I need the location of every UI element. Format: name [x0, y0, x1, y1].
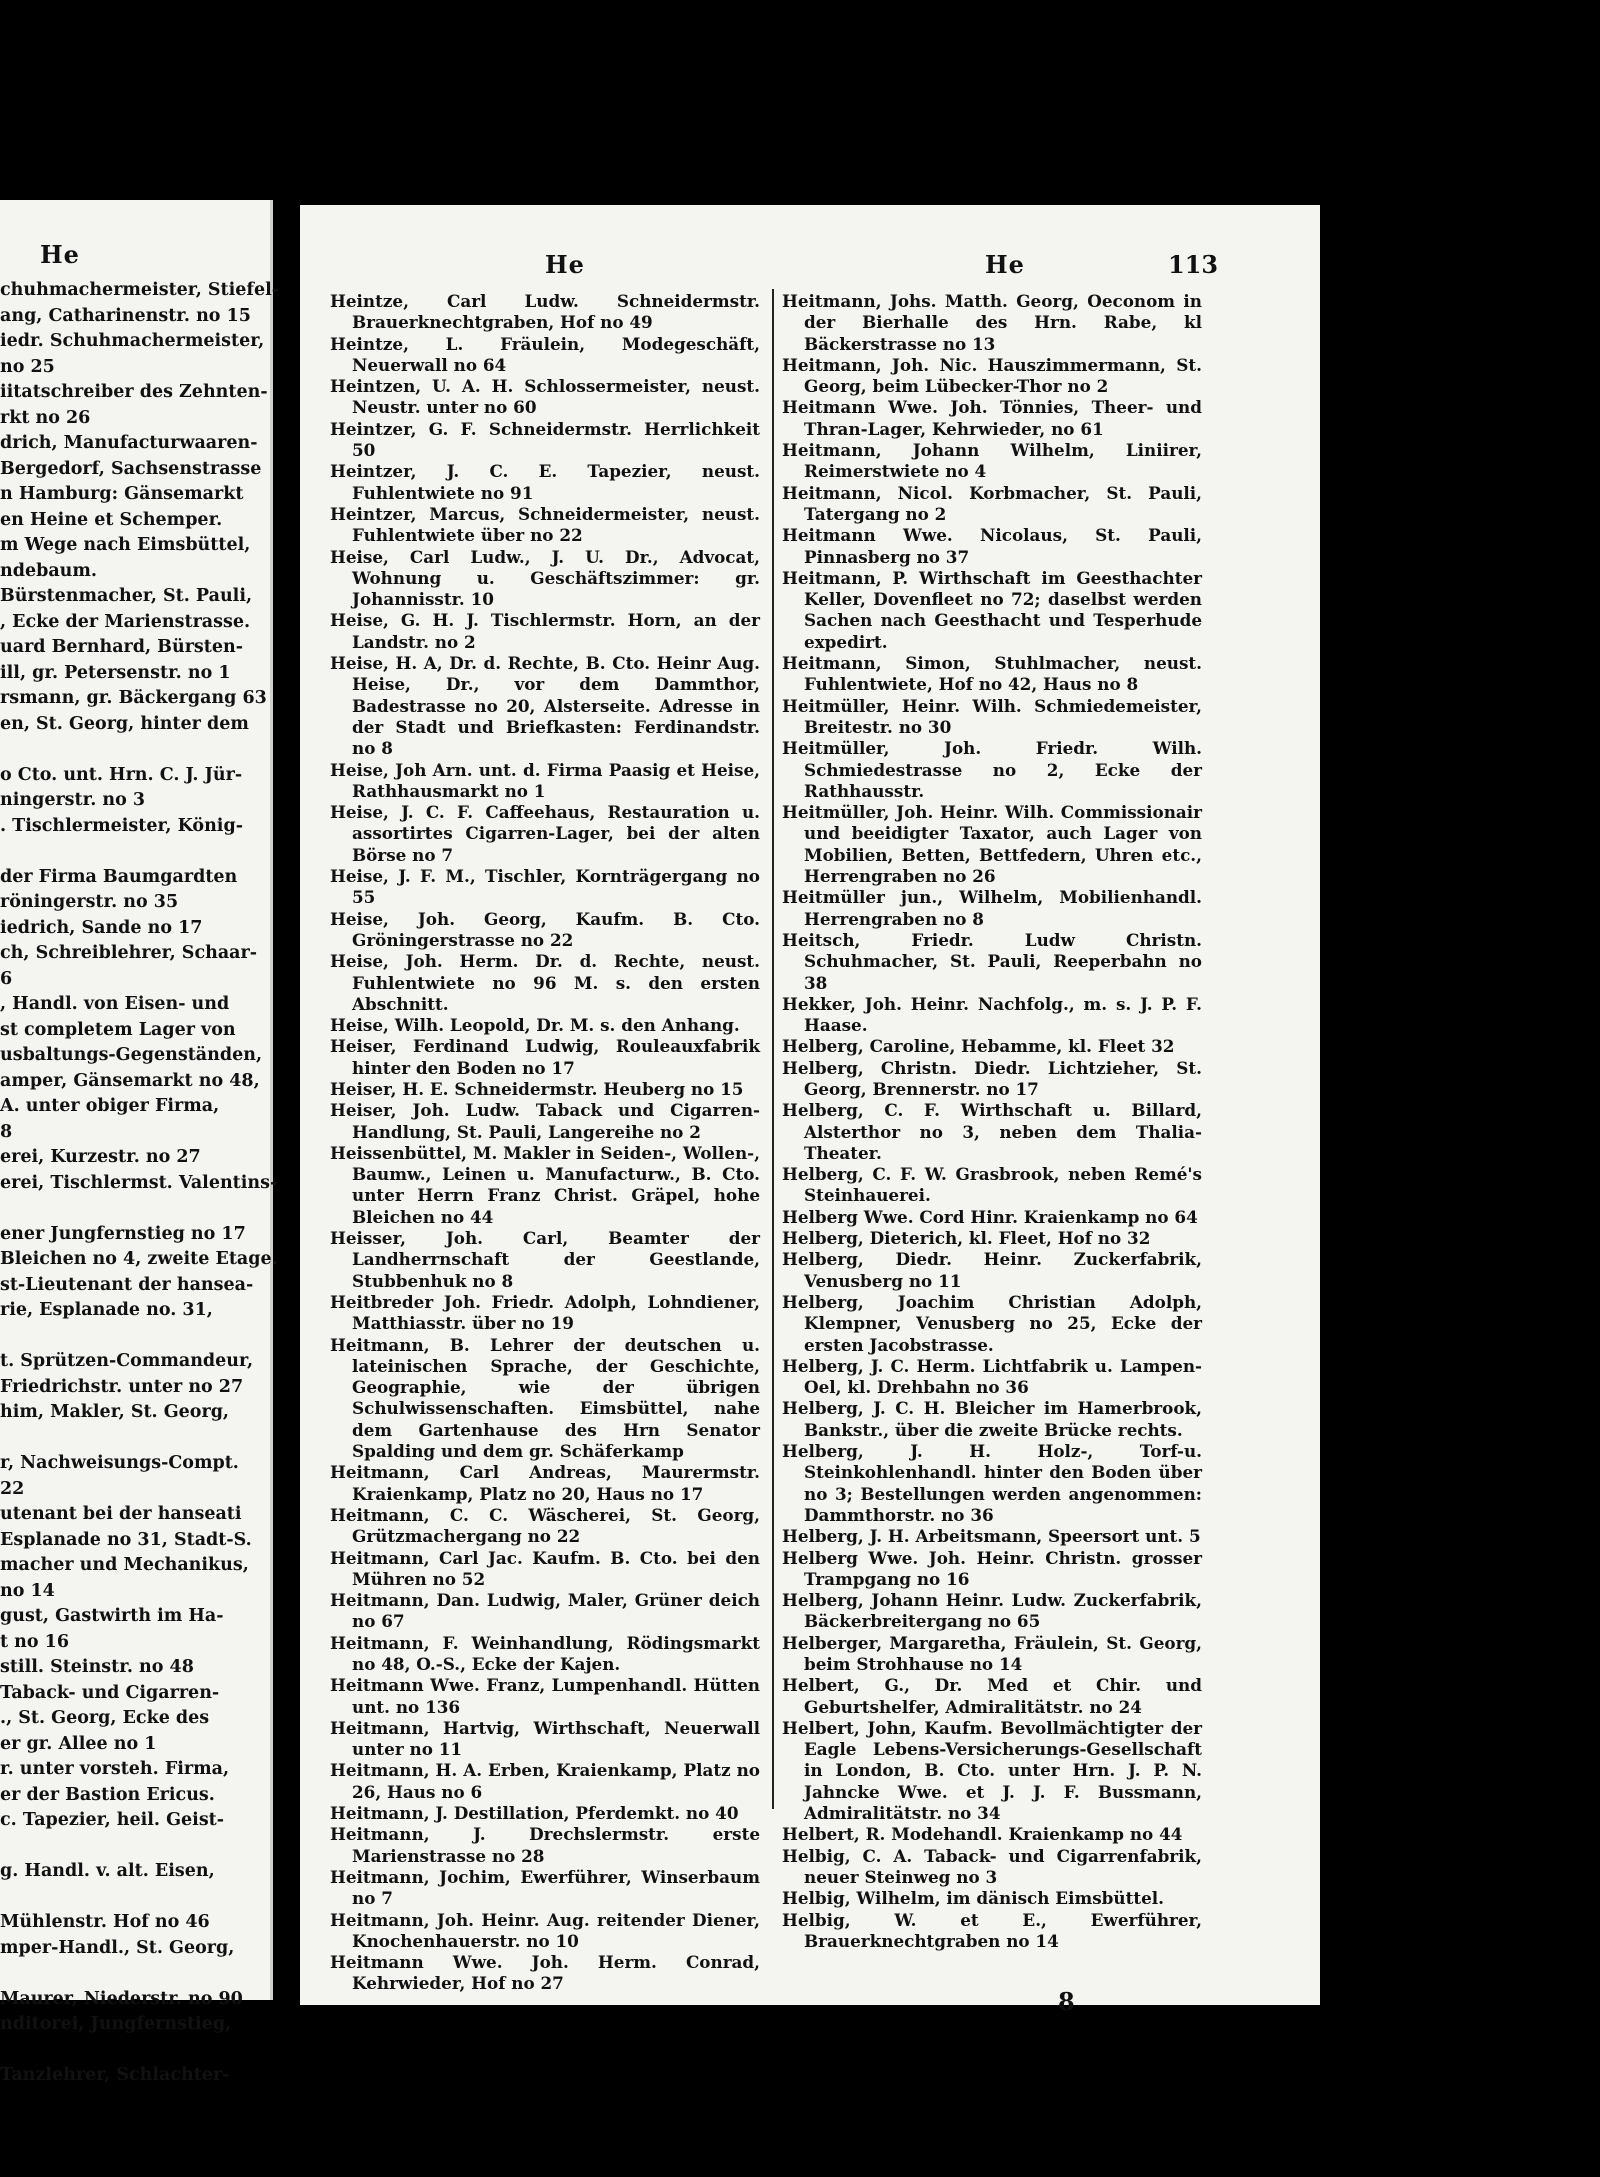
left-page-line: ndebaum. — [0, 560, 98, 581]
directory-entry: Helberg, Christn. Diedr. Lichtzieher, St. Georg, Brennerstr. no 17 — [782, 1057, 1202, 1099]
left-page-line: Maurer, Niederstr. no 90 — [0, 1988, 243, 2009]
left-page-line: Taback- und Cigarren- — [0, 1682, 220, 1703]
left-page-line: usbaltungs-Gegenständen, — [0, 1045, 263, 1065]
left-page-line: , Handl. von Eisen- und — [0, 994, 230, 1014]
left-page-line: o Cto. unt. Hrn. C. J. Jür- — [0, 764, 243, 785]
left-page-line: r. unter vorsteh. Firma, — [0, 1759, 230, 1779]
left-page-line: 22 — [0, 1478, 25, 1499]
left-page-line: der Firma Baumgardten — [0, 866, 238, 887]
left-page-line — [0, 1196, 280, 1222]
left-page-line: n Hamburg: Gänsemarkt — [0, 484, 244, 504]
directory-entry: Helberg Wwe. Joh. Heinr. Christn. grosser Trampgang no 16 — [782, 1547, 1202, 1589]
left-page-line: c. Tapezier, heil. Geist- — [0, 1810, 225, 1830]
directory-entry: Helbert, G., Dr. Med et Chir. und Geburtshelfer, Admiralitätstr. no 24 — [782, 1675, 1202, 1717]
left-page-line: st-Lieutenant der hansea- — [0, 1274, 254, 1295]
directory-entry: Helbert, John, Kaufm. Bevollmächtigter der Eagle Lebens-Versicherungs-Gesellschaft in London, B. Cto. unter Hrn. J. P. N. Jahncke Wwe. et J. J. F. Bussmann, Admiralitätstr. no 34 — [782, 1717, 1202, 1824]
directory-entry: Heitmann, Nicol. Korbmacher, St. Pauli, Tatergang no 2 — [782, 482, 1202, 524]
left-page-line: no 14 — [0, 1580, 55, 1601]
left-page-line: ang, Catharinenstr. no 15 — [0, 305, 251, 326]
left-page-line: Esplanade no 31, Stadt-S. — [0, 1529, 252, 1550]
left-page-line: m Wege nach Eimsbüttel, — [0, 535, 251, 555]
directory-entry: Heitmann, Hartvig, Wirthschaft, Neuerwall unter no 11 — [330, 1717, 760, 1760]
column-2-header: He — [985, 250, 1025, 279]
directory-entry: Helberg Wwe. Cord Hinr. Kraienkamp no 64 — [782, 1206, 1198, 1227]
left-page-line: still. Steinstr. no 48 — [0, 1657, 194, 1677]
left-page-line — [0, 1324, 280, 1350]
directory-entry: Heise, H. A, Dr. d. Rechte, B. Cto. Heinr Aug. Heise, Dr., vor dem Dammthor, Badestrasse no 20, Alsterseite. Adresse in der Stadt und Briefkasten: Ferdinandstr. no 8 — [330, 653, 760, 759]
left-page-line: gust, Gastwirth im Ha- — [0, 1606, 224, 1626]
directory-entry: Helberg, Caroline, Hebamme, kl. Fleet 32 — [782, 1036, 1175, 1057]
left-page-line: en Heine et Schemper. — [0, 509, 223, 530]
directory-entry: Heitmüller, Heinr. Wilh. Schmiedemeister, Breitestr. no 30 — [782, 695, 1202, 737]
left-page-line: r, Nachweisungs-Compt. — [0, 1453, 239, 1473]
directory-entry: Heitmann, B. Lehrer der deutschen u. lateinischen Sprache, der Geschichte, Geographie, wie der übrigen Schulwissenschaften. Eimsbüttel, nahe dem Gartenhause des Hrn Senator Spalding und dem gr. Schäferkamp — [330, 1334, 760, 1462]
directory-entry: Heitmann, Carl Andreas, Maurermstr. Kraienkamp, Platz no 20, Haus no 17 — [330, 1462, 760, 1504]
directory-entry: Heitmann, Carl Jac. Kaufm. B. Cto. bei den Mühren no 52 — [330, 1547, 760, 1589]
directory-entry: Heise, J. F. M., Tischler, Kornträgergang no 55 — [330, 866, 760, 908]
left-page-line: röningerstr. no 35 — [0, 892, 179, 912]
directory-entry: Helberg, Diedr. Heinr. Zuckerfabrik, Venusberg no 11 — [782, 1249, 1202, 1291]
directory-entry: Heiser, Ferdinand Ludwig, Rouleauxfabrik hinter den Boden no 17 — [330, 1036, 760, 1078]
directory-entry: Heitmann, Jochim, Ewerführer, Winserbaum no 7 — [330, 1866, 760, 1909]
directory-entry: Helberger, Margaretha, Fräulein, St. Georg, beim Strohhause no 14 — [782, 1632, 1202, 1674]
left-page-line: no 25 — [0, 356, 55, 377]
directory-entry: Heissenbüttel, M. Makler in Seiden-, Wollen-, Baumw., Leinen u. Manufacturw., B. Cto. unter Herrn Franz Christ. Gräpel, hohe Bleichen no 44 — [330, 1142, 760, 1227]
directory-entry: Helberg, C. F. Wirthschaft u. Billard, Alsterthor no 3, neben dem Thalia-Theater. — [782, 1100, 1202, 1163]
directory-entry: Heitmann, Dan. Ludwig, Maler, Grüner deich no 67 — [330, 1590, 760, 1632]
directory-entry: Heitmann Wwe. Nicolaus, St. Pauli, Pinnasberg no 37 — [782, 525, 1202, 567]
left-page-line: drich, Manufacturwaaren- — [0, 433, 258, 453]
directory-entry: Heitbreder Joh. Friedr. Adolph, Lohndiener, Matthiasstr. über no 19 — [330, 1291, 760, 1334]
directory-entry: Heitmann, H. A. Erben, Kraienkamp, Platz no 26, Haus no 6 — [330, 1760, 760, 1802]
left-page-line — [0, 737, 280, 763]
directory-entry: Heintzer, J. C. E. Tapezier, neust. Fuhlentwiete no 91 — [330, 461, 760, 503]
directory-entry: Heiser, H. E. Schneidermstr. Heuberg no 15 — [330, 1078, 744, 1099]
left-page-line: Bergedorf, Sachsenstrasse — [0, 458, 262, 479]
directory-entry: Heitmann, Johann Wilhelm, Liniirer, Reimerstwiete no 4 — [782, 440, 1202, 482]
directory-entry: Heitmann, J. Destillation, Pferdemkt. no 40 — [330, 1803, 739, 1824]
left-page-line: amper, Gänsemarkt no 48, — [0, 1070, 260, 1091]
left-page-line: erei, Tischlermst. Valentins- — [0, 1172, 278, 1193]
left-page-line: iedrich, Sande no 17 — [0, 917, 203, 938]
left-page-line: Tanzlehrer, Schlachter- — [0, 2065, 230, 2085]
left-page-line: iitatschreiber des Zehnten- — [0, 382, 268, 402]
left-page-line — [0, 1961, 280, 1987]
left-page-line: nditorei, Jungfernstieg, — [0, 2014, 232, 2034]
directory-entry: Hekker, Joh. Heinr. Nachfolg., m. s. J. P. F. Haase. — [782, 993, 1202, 1036]
directory-entry: Heintzer, G. F. Schneidermstr. Herrlichkeit 50 — [330, 418, 760, 461]
left-page-line: Bürstenmacher, St. Pauli, — [0, 586, 253, 606]
directory-entry: Heintzer, Marcus, Schneidermeister, neust. Fuhlentwiete über no 22 — [330, 503, 760, 546]
left-page-line: t no 16 — [0, 1631, 70, 1652]
directory-entry: Heise, Joh. Herm. Dr. d. Rechte, neust. Fuhlentwiete no 96 M. s. den ersten Abschnitt. — [330, 951, 760, 1014]
left-page-line — [0, 1834, 280, 1860]
left-page-line: ener Jungfernstieg no 17 — [0, 1223, 246, 1244]
directory-entry: Helbert, R. Modehandl. Kraienkamp no 44 — [782, 1824, 1183, 1845]
directory-entry: Heise, G. H. J. Tischlermstr. Horn, an der Landstr. no 2 — [330, 610, 760, 652]
left-page-line: ill, gr. Petersenstr. no 1 — [0, 662, 231, 683]
directory-entry: Heisser, Joh. Carl, Beamter der Landherrnschaft der Geestlande, Stubbenhuk no 8 — [330, 1228, 760, 1291]
directory-entry: Helbig, C. A. Taback- und Cigarrenfabrik, neuer Steinweg no 3 — [782, 1845, 1202, 1887]
directory-entry: Heise, Joh. Georg, Kaufm. B. Cto. Gröningerstrasse no 22 — [330, 908, 760, 950]
left-page-line — [0, 839, 280, 865]
left-page-line: mper-Handl., St. Georg, — [0, 1937, 235, 1958]
left-page-line: er gr. Allee no 1 — [0, 1733, 157, 1754]
directory-entry: Heise, Joh Arn. unt. d. Firma Paasig et Heise, Rathhausmarkt no 1 — [330, 759, 760, 801]
directory-entry: Heitmann, Johs. Matth. Georg, Oeconom in der Bierhalle des Hrn. Rabe, kl Bäckerstrasse no 13 — [782, 291, 1202, 354]
directory-entry: Heitmann, J. Drechslermstr. erste Marienstrasse no 28 — [330, 1824, 760, 1866]
directory-entry: Helberg, Dieterich, kl. Fleet, Hof no 32 — [782, 1228, 1151, 1249]
left-page-line: ., St. Georg, Ecke des — [0, 1708, 210, 1728]
left-page-line: Mühlenstr. Hof no 46 — [0, 1912, 210, 1932]
left-page-line: him, Makler, St. Georg, — [0, 1402, 230, 1422]
left-page-header: He — [40, 240, 80, 269]
left-page-line: rkt no 26 — [0, 407, 91, 428]
left-page-line: . Tischlermeister, König- — [0, 815, 243, 836]
column-1-header: He — [545, 250, 585, 279]
directory-entry: Heitmann Wwe. Joh. Herm. Conrad, Kehrwieder, Hof no 27 — [330, 1952, 760, 1994]
left-page-line: t. Sprützen-Commandeur, — [0, 1351, 254, 1371]
directory-entry: Heitmann Wwe. Franz, Lumpenhandl. Hütten unt. no 136 — [330, 1675, 760, 1717]
directory-entry: Helberg, C. F. W. Grasbrook, neben Remé's Steinhauerei. — [782, 1164, 1202, 1206]
directory-entry: Heitmann, C. C. Wäscherei, St. Georg, Grützmachergang no 22 — [330, 1504, 760, 1547]
left-page-line — [0, 2038, 280, 2064]
left-page-text — [0, 278, 280, 2089]
directory-entry: Helbig, W. et E., Ewerführer, Brauerknechtgraben no 14 — [782, 1909, 1202, 1951]
left-page-line: en, St. Georg, hinter dem — [0, 713, 249, 734]
column-divider — [772, 289, 774, 1809]
directory-column-2 — [782, 291, 1202, 1952]
directory-entry: Helbig, Wilhelm, im dänisch Eimsbüttel. — [782, 1888, 1164, 1909]
left-page-line: , Ecke der Marienstrasse. — [0, 611, 251, 632]
left-page-line: rie, Esplanade no. 31, — [0, 1300, 213, 1320]
directory-entry: Heise, Carl Ludw., J. U. Dr., Advocat, Wohnung u. Geschäftszimmer: gr. Johannisstr. 10 — [330, 546, 760, 610]
directory-entry: Heitmann Wwe. Joh. Tönnies, Theer- und Thran-Lager, Kehrwieder, no 61 — [782, 397, 1202, 439]
directory-entry: Heitmann, Simon, Stuhlmacher, neust. Fuhlentwiete, Hof no 42, Haus no 8 — [782, 653, 1202, 695]
right-page — [300, 205, 1320, 2016]
page-number: 113 — [1168, 250, 1219, 279]
left-page-line: iedr. Schuhmachermeister, — [0, 331, 265, 351]
left-page-line — [0, 1426, 280, 1452]
left-page-line: ningerstr. no 3 — [0, 790, 146, 810]
directory-entry: Heintze, Carl Ludw. Schneidermstr. Brauerknechtgraben, Hof no 49 — [330, 291, 760, 333]
directory-entry: Helberg, Joachim Christian Adolph, Klempner, Venusberg no 25, Ecke der ersten Jacobstrasse. — [782, 1291, 1202, 1355]
directory-entry: Heitmüller jun., Wilhelm, Mobilienhandl. Herrengraben no 8 — [782, 887, 1202, 929]
directory-entry: Heitmann, Joh. Heinr. Aug. reitender Diener, Knochenhauerstr. no 10 — [330, 1909, 760, 1951]
directory-entry: Heitmann, Joh. Nic. Hauszimmermann, St. Georg, beim Lübecker-Thor no 2 — [782, 354, 1202, 397]
left-page-line: er der Bastion Ericus. — [0, 1784, 215, 1805]
directory-entry: Helberg, J. H. Holz-, Torf-u. Steinkohlenhandl. hinter den Boden über no 3; Bestellungen werden angenommen: Dammthorstr. no 36 — [782, 1441, 1202, 1525]
left-page-line: chuhmachermeister, Stiefel- — [0, 280, 279, 300]
directory-entry: Heitmüller, Joh. Friedr. Wilh. Schmiedestrasse no 2, Ecke der Rathhausstr. — [782, 738, 1202, 801]
left-page-line: macher und Mechanikus, — [0, 1555, 249, 1575]
directory-entry: Heise, Wilh. Leopold, Dr. M. s. den Anhang. — [330, 1015, 740, 1036]
directory-entry: Heitmann, F. Weinhandlung, Rödingsmarkt no 48, O.-S., Ecke der Kajen. — [330, 1632, 760, 1674]
directory-entry: Helberg, J. C. Herm. Lichtfabrik u. Lampen-Oel, kl. Drehbahn no 36 — [782, 1355, 1202, 1398]
signature-mark: 8 — [1058, 1987, 1075, 2016]
left-page-line: uard Bernhard, Bürsten- — [0, 637, 243, 657]
left-page-line: 6 — [0, 968, 13, 989]
directory-entry: Heitsch, Friedr. Ludw Christn. Schuhmacher, St. Pauli, Reeperbahn no 38 — [782, 929, 1202, 993]
directory-entry: Heitmann, P. Wirthschaft im Geesthachter Keller, Dovenfleet no 72; daselbst werden Sachen nach Geesthacht und Tesperhude expedirt. — [782, 567, 1202, 652]
left-page — [0, 200, 279, 2085]
directory-entry: Heiser, Joh. Ludw. Taback und Cigarren-Handlung, St. Pauli, Langereihe no 2 — [330, 1100, 760, 1142]
left-page-line — [0, 1885, 280, 1911]
directory-entry: Heintzen, U. A. H. Schlossermeister, neust. Neustr. unter no 60 — [330, 376, 760, 418]
left-page-line: ch, Schreiblehrer, Schaar- — [0, 943, 257, 963]
left-page-line: rsmann, gr. Bäckergang 63 — [0, 688, 267, 708]
directory-entry: Heintze, L. Fräulein, Modegeschäft, Neuerwall no 64 — [330, 333, 760, 375]
directory-entry: Heitmüller, Joh. Heinr. Wilh. Commissionair und beeidigter Taxator, auch Lager von Mobilien, Betten, Bettfedern, Uhren etc., Herrengraben no 26 — [782, 802, 1202, 887]
directory-entry: Helberg, J. H. Arbeitsmann, Speersort unt. 5 — [782, 1526, 1201, 1547]
left-page-line: erei, Kurzestr. no 27 — [0, 1147, 201, 1167]
left-page-line: 8 — [0, 1121, 13, 1142]
directory-entry: Heise, J. C. F. Caffeehaus, Restauration u. assortirtes Cigarren-Lager, bei der alten Börse no 7 — [330, 802, 760, 865]
left-page-line: st completem Lager von — [0, 1019, 236, 1040]
directory-column-1 — [330, 291, 760, 1995]
left-page-line: A. unter obiger Firma, — [0, 1096, 220, 1116]
directory-entry: Helberg, Johann Heinr. Ludw. Zuckerfabrik, Bäckerbreitergang no 65 — [782, 1590, 1202, 1632]
left-page-line: utenant bei der hanseati — [0, 1504, 242, 1524]
left-page-line: Friedrichstr. unter no 27 — [0, 1376, 244, 1397]
left-page-line: g. Handl. v. alt. Eisen, — [0, 1861, 215, 1881]
directory-entry: Helberg, J. C. H. Bleicher im Hamerbrook, Bankstr., über die zweite Brücke rechts. — [782, 1398, 1202, 1440]
left-page-line: Bleichen no 4, zweite Etage. — [0, 1249, 278, 1269]
